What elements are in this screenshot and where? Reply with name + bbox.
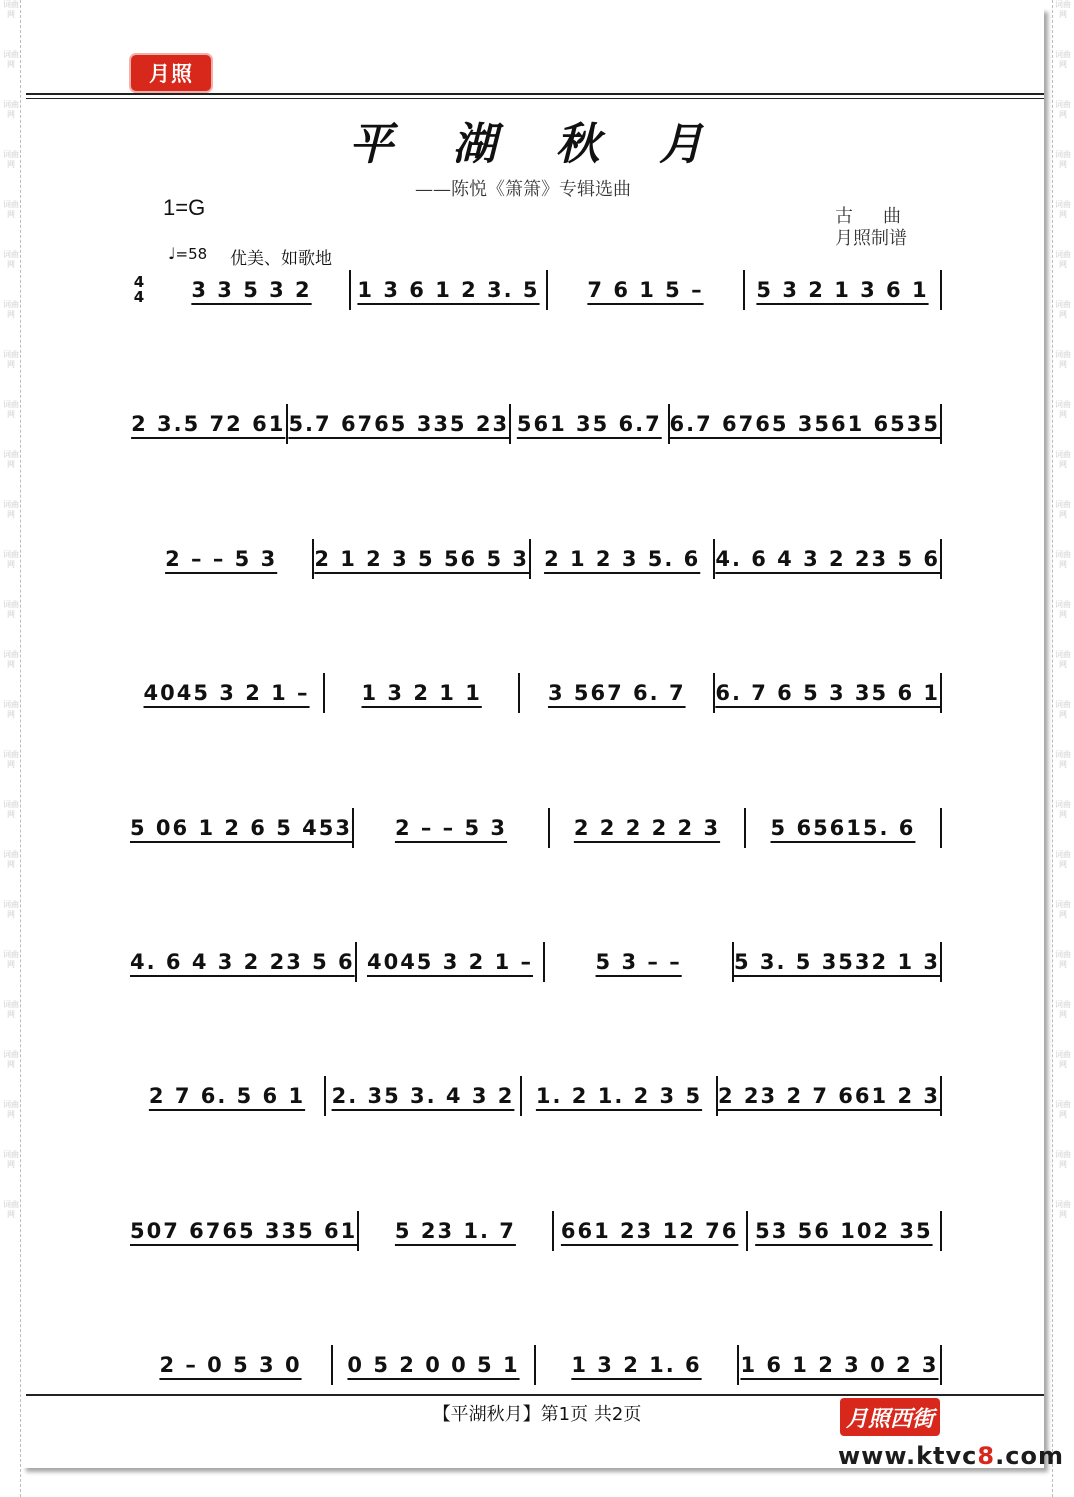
barline xyxy=(940,539,942,579)
watermark: 词曲网 xyxy=(3,800,19,819)
measure: 2 23 2 7 661 2 3 xyxy=(718,1084,940,1108)
measure: 2 – 0 5 3 0 xyxy=(159,1353,302,1377)
watermark: 词曲网 xyxy=(1055,950,1071,969)
barline xyxy=(940,1076,942,1116)
measure: 2 3.5 72 61 xyxy=(131,412,286,436)
watermark: 词曲网 xyxy=(3,950,19,969)
watermark: 词曲网 xyxy=(1055,0,1071,19)
brand-url-highlight: 8 xyxy=(977,1442,996,1470)
measure: 561 35 6.7 xyxy=(516,412,662,436)
measure: 5 06 1 2 6 5 453 xyxy=(130,816,352,840)
time-signature xyxy=(130,275,148,305)
watermark: 词曲网 xyxy=(1055,100,1071,119)
measure: 3 567 6. 7 xyxy=(547,681,686,705)
logo xyxy=(129,53,213,93)
watermark: 词曲网 xyxy=(1055,350,1071,369)
brand-url xyxy=(838,1442,1064,1470)
measure: 5 3 – – xyxy=(595,950,682,974)
watermark: 词曲网 xyxy=(1055,600,1071,619)
brand-logo-text: 月照西街 xyxy=(845,1405,934,1432)
tempo-marking xyxy=(168,244,207,263)
footer-rule xyxy=(26,1394,1044,1396)
brand-url-suffix: .com xyxy=(995,1442,1064,1470)
watermark: 词曲网 xyxy=(1055,450,1071,469)
measure: 2 – – 5 3 xyxy=(394,816,508,840)
watermark: 词曲网 xyxy=(1055,850,1071,869)
measure: 1 3 2 1 1 xyxy=(361,681,482,705)
watermark: 词曲网 xyxy=(3,500,19,519)
watermark: 词曲网 xyxy=(3,900,19,919)
watermark: 词曲网 xyxy=(1055,400,1071,419)
measure: 0 5 2 0 0 5 1 xyxy=(347,1353,520,1377)
measure: 2 1 2 3 5 56 5 3 xyxy=(314,547,530,571)
watermark: 词曲网 xyxy=(1055,1050,1071,1069)
measure: 4. 6 4 3 2 23 5 6 xyxy=(715,547,941,571)
arranger-credit: 月照制谱 xyxy=(835,228,907,249)
watermark: 词曲网 xyxy=(3,50,19,69)
key-signature: 1=G xyxy=(163,195,206,220)
measure: 5.7 6765 335 23 xyxy=(288,412,510,436)
watermark: 词曲网 xyxy=(1055,1200,1071,1219)
measure: 5 3 2 1 3 6 1 xyxy=(756,278,929,302)
watermark: 词曲网 xyxy=(3,150,19,169)
page-label: 【平湖秋月】第1页 共2页 xyxy=(432,1404,642,1425)
watermark: 词曲网 xyxy=(3,750,19,769)
measure: 2 2 2 2 2 3 xyxy=(573,816,721,840)
measure: 2. 35 3. 4 3 2 xyxy=(331,1084,515,1108)
measure: 1 3 2 1. 6 xyxy=(571,1353,702,1377)
barline xyxy=(940,404,942,444)
watermark: 词曲网 xyxy=(3,550,19,569)
measure: 1. 2 1. 2 3 5 xyxy=(535,1084,703,1108)
expression-marking: 优美、如歌地 xyxy=(230,249,332,269)
tempo-value: =58 xyxy=(175,245,208,263)
measure: 661 23 12 76 xyxy=(560,1219,739,1243)
watermark: 词曲网 xyxy=(3,450,19,469)
staff-line xyxy=(130,1340,942,1390)
watermark: 词曲网 xyxy=(3,350,19,369)
logo-text: 月照 xyxy=(149,61,193,86)
watermark: 词曲网 xyxy=(1055,150,1071,169)
staff-line xyxy=(130,937,942,987)
brand-url-prefix: www.ktvc xyxy=(838,1442,978,1470)
watermark: 词曲网 xyxy=(3,600,19,619)
staff-line xyxy=(130,399,942,449)
watermark: 词曲网 xyxy=(3,200,19,219)
measure: 3 3 5 3 2 xyxy=(191,278,312,302)
watermark: 词曲网 xyxy=(1055,800,1071,819)
measure: 2 1 2 3 5. 6 xyxy=(544,547,701,571)
score-subtitle: ——陈悦《箫箫》专辑选曲 xyxy=(415,179,631,200)
watermark: 词曲网 xyxy=(1055,300,1071,319)
left-watermark-strip xyxy=(2,0,20,1497)
watermark: 词曲网 xyxy=(3,300,19,319)
origin-credit: 古曲 xyxy=(835,206,931,227)
time-signature-top: 4 xyxy=(133,273,145,291)
watermark: 词曲网 xyxy=(1055,1000,1071,1019)
watermark: 词曲网 xyxy=(1055,650,1071,669)
measure: 1 3 6 1 2 3. 5 xyxy=(357,278,540,302)
header-rule-thin xyxy=(26,98,1044,99)
right-watermark-strip xyxy=(1054,0,1072,1497)
watermark: 词曲网 xyxy=(3,850,19,869)
watermark: 词曲网 xyxy=(1055,200,1071,219)
watermark: 词曲网 xyxy=(3,400,19,419)
measure: 1 6 1 2 3 0 2 3 xyxy=(740,1353,939,1377)
barline xyxy=(940,808,942,848)
measure: 6.7 6765 3561 6535 xyxy=(669,412,940,436)
watermark: 词曲网 xyxy=(1055,900,1071,919)
watermark: 词曲网 xyxy=(3,100,19,119)
barline xyxy=(940,942,942,982)
brand-logo xyxy=(840,1398,940,1436)
measure: 5 23 1. 7 xyxy=(394,1219,516,1243)
staff-line xyxy=(130,803,942,853)
measure: 53 56 102 35 xyxy=(755,1219,933,1243)
staff-line xyxy=(130,668,942,718)
left-dashed-border xyxy=(20,0,21,1497)
watermark: 词曲网 xyxy=(3,1000,19,1019)
header-rule xyxy=(26,93,1044,95)
watermark: 词曲网 xyxy=(3,250,19,269)
staff-line xyxy=(130,265,942,315)
watermark: 词曲网 xyxy=(3,1150,19,1169)
watermark: 词曲网 xyxy=(1055,750,1071,769)
staff-line xyxy=(130,534,942,584)
measure: 7 6 1 5 – xyxy=(587,278,704,302)
right-dashed-border xyxy=(1052,0,1053,1497)
quarter-note-icon: ♩ xyxy=(168,244,176,263)
watermark: 词曲网 xyxy=(3,1200,19,1219)
measure: 2 7 6. 5 6 1 xyxy=(148,1084,306,1108)
watermark: 词曲网 xyxy=(1055,700,1071,719)
measure: 5 65615. 6 xyxy=(770,816,916,840)
watermark: 词曲网 xyxy=(1055,500,1071,519)
measure: 507 6765 335 61 xyxy=(130,1219,358,1243)
watermark: 词曲网 xyxy=(3,0,19,19)
watermark: 词曲网 xyxy=(1055,1150,1071,1169)
watermark: 词曲网 xyxy=(3,1100,19,1119)
watermark: 词曲网 xyxy=(3,1050,19,1069)
watermark: 词曲网 xyxy=(1055,1100,1071,1119)
time-signature-bottom: 4 xyxy=(133,288,145,306)
watermark: 词曲网 xyxy=(1055,250,1071,269)
watermark: 词曲网 xyxy=(1055,50,1071,69)
barline xyxy=(940,1345,942,1385)
watermark: 词曲网 xyxy=(3,650,19,669)
staff-line xyxy=(130,1071,942,1121)
measure: 5 3. 5 3532 1 3 xyxy=(733,950,940,974)
barline xyxy=(940,270,942,310)
barline xyxy=(940,1211,942,1251)
staff-line xyxy=(130,1206,942,1256)
measure: 4045 3 2 1 – xyxy=(366,950,533,974)
barline xyxy=(940,673,942,713)
measure: 4. 6 4 3 2 23 5 6 xyxy=(130,950,355,974)
watermark: 词曲网 xyxy=(1055,550,1071,569)
measure: 6. 7 6 5 3 35 6 1 xyxy=(715,681,940,705)
score-title: 平 湖 秋 月 xyxy=(349,119,725,170)
watermark: 词曲网 xyxy=(3,700,19,719)
measure: 4045 3 2 1 – xyxy=(143,681,310,705)
measure: 2 – – 5 3 xyxy=(165,547,278,571)
